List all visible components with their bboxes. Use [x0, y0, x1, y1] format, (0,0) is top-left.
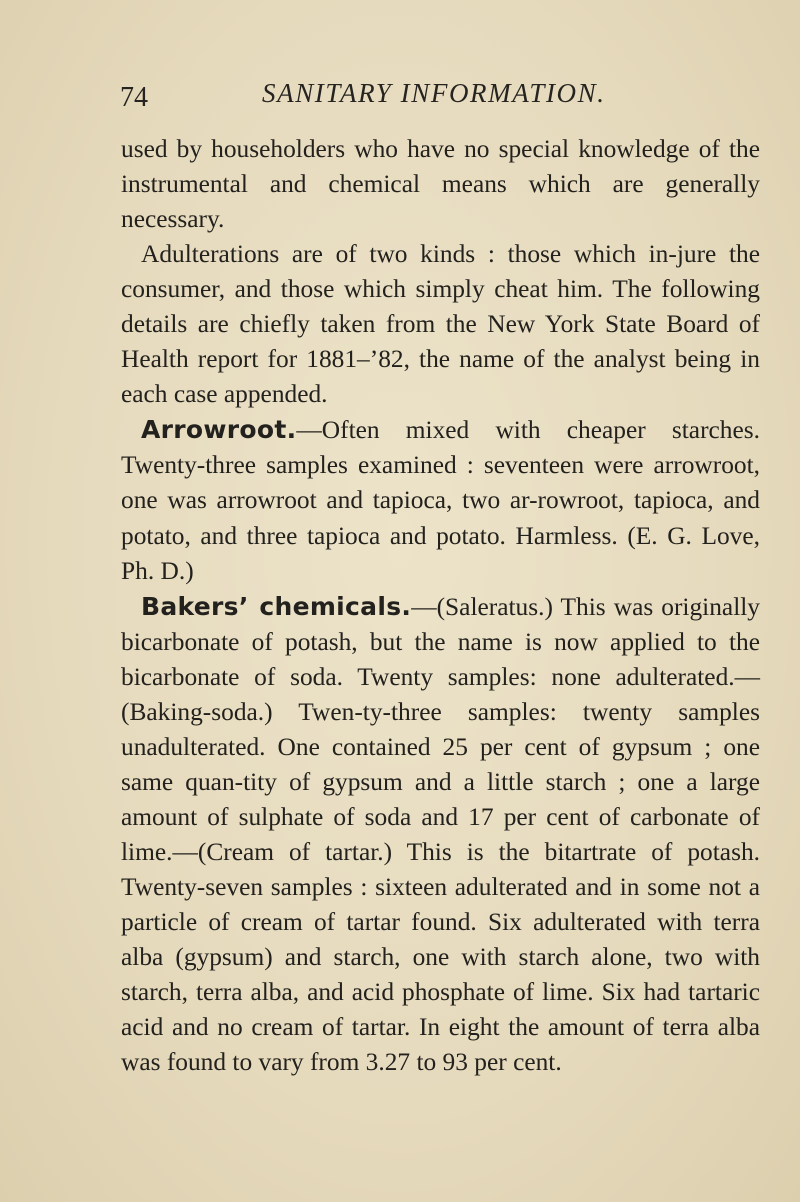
paragraph-intro	[121, 132, 760, 237]
entry-arrowroot	[121, 412, 760, 588]
entry-text: —(Saleratus.) This was originally bicarbonate of potash, but the name is now applied to the bicarbonate of soda. Twenty samples: none adulterated.—(Baking-soda.) Twen-ty-three samples: twenty samples unadulterated. One contained 25 per cent of gypsum ; one same quan-tity of gypsum and a little starch ; one a large amount of sulphate of soda and 17 per cent of carbonate of lime.—(Cream of tartar.) This is the bitartrate of potash. Twenty-seven samples : sixteen adulterated and in some not a particle of cream of tartar found. Six adulterated with terra alba (gypsum) and starch, one with starch alone, two with starch, terra alba, and acid phosphate of lime. Six had tartaric acid and no cream of tartar. In eight the amount of terra alba was found to vary from 3.27 to 93 per cent.	[121, 592, 761, 1077]
paragraph-text: used by householders who have no special knowledge of the instrumental and chemical means which are generally necessary.	[121, 135, 760, 234]
entry-text: —Often mixed with cheaper starches. Twenty-three samples examined : seventeen were arrowroot, one was arrowroot and tapioca, two ar-rowroot, tapioca, and potato, and three tapioca and potato. Harmless. (E. G. Love, Ph. D.)	[121, 416, 760, 585]
running-title: SANITARY INFORMATION.	[262, 78, 606, 108]
page-number: 74	[120, 82, 148, 113]
paragraph-text: Adulterations are of two kinds : those which in-jure the consumer, and those which simply cheat him. The following details are chiefly taken from the New York State Board of Health report for 1881–’82, the name of the analyst being in each case appended.	[121, 240, 760, 409]
body-text	[121, 132, 760, 1080]
page-header	[0, 78, 800, 118]
entry-bakers-chemicals	[121, 589, 760, 1081]
entry-heading: Arrowroot.	[141, 415, 297, 445]
entry-heading: Bakers’ chemicals.	[141, 591, 412, 621]
paragraph-adulterations	[121, 237, 760, 412]
